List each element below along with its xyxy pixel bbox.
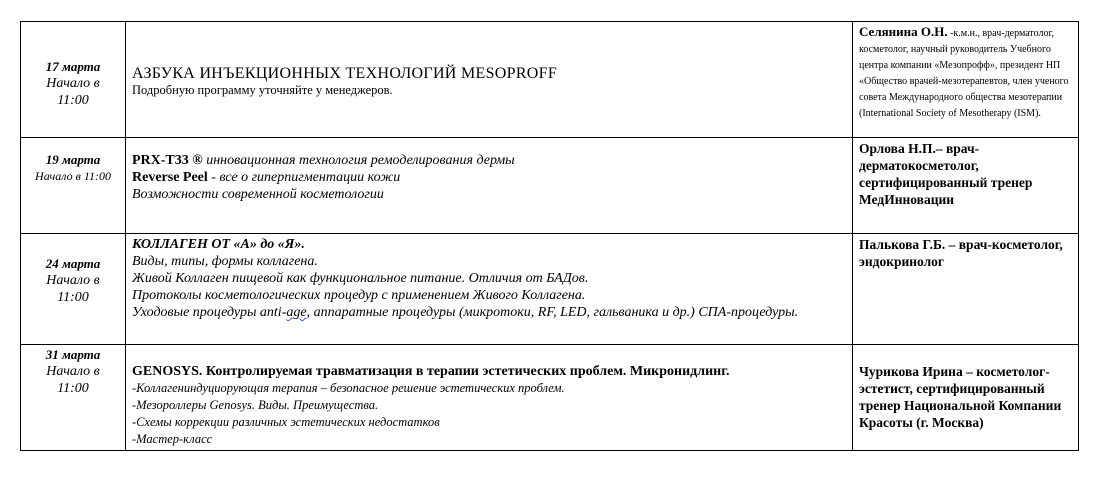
program-line (132, 169, 846, 186)
start-time: 11:00 (57, 290, 89, 305)
speaker-name: Селянина О.Н. (859, 24, 948, 39)
start-label: Начало в 11:00 (35, 169, 111, 183)
speaker-cell (853, 345, 1079, 451)
event-date: 24 марта (45, 256, 101, 271)
table-row (21, 345, 1079, 451)
speaker-name: Орлова Н.П. (859, 141, 936, 156)
program-line: -Мезороллеры Genosys. Виды. Преимущества. (132, 398, 379, 412)
date-cell (21, 345, 126, 451)
program-title: АЗБУКА ИНЪЕКЦИОННЫХ ТЕХНОЛОГИЙ MESOPROFF (132, 65, 558, 82)
event-date: 17 марта (45, 59, 101, 74)
date-cell (21, 22, 126, 138)
speaker-desc: – врач-косметолог, эндокринолог (859, 237, 1063, 269)
program-cell (126, 234, 853, 345)
table-row (21, 22, 1079, 138)
speaker-desc: – врач-дерматокосметолог, сертифицированный тренер МедИнновации (859, 141, 1033, 207)
program-line: Протоколы косметологических процедур с применением Живого Коллагена. (132, 288, 586, 303)
program-line-part: , аппаратные процедуры (микротоки, RF, LED, гальваника и др.) СПА-процедуры. (306, 305, 799, 320)
program-title: КОЛЛАГЕН ОТ «А» до «Я». (132, 237, 305, 252)
event-date: 31 марта (45, 347, 101, 362)
table-row (21, 138, 1079, 234)
program-line-italic: инновационная технология ремоделирования дермы (202, 153, 515, 168)
start-time: 11:00 (57, 93, 89, 108)
program-line: -Коллагениндуциорующая терапия – безопасное решение эстетических проблем. (132, 381, 565, 395)
speaker-cell (853, 138, 1079, 234)
date-cell (21, 138, 126, 234)
program-line: Виды, типы, формы коллагена. (132, 254, 318, 269)
speaker-cell (853, 22, 1079, 138)
start-label: Начало в (46, 364, 100, 379)
program-line-part: Уходовые процедуры anti- (132, 305, 287, 320)
start-label: Начало в (46, 273, 100, 288)
spellcheck-word: age (286, 305, 307, 320)
speaker-name: Палькова Г.Б. (859, 237, 946, 252)
program-cell (126, 138, 853, 234)
speaker-desc: – косметолог-эстетист, сертифицированный тренер Национальной Компании Красоты (г. Москва) (859, 364, 1062, 430)
table-row (21, 234, 1079, 345)
program-cell (126, 22, 853, 138)
program-subtitle: Подробную программу уточняйте у менеджеров. (132, 83, 393, 97)
program-line: -Мастер-класс (132, 432, 213, 446)
program-title: GENOSYS. Контролируемая травматизация в терапии эстетических проблем. Микронидлинг. (132, 364, 730, 379)
program-line: -Схемы коррекции различных эстетических недостатков (132, 415, 440, 429)
event-date: 19 марта (45, 152, 101, 167)
start-label: Начало в (46, 76, 100, 91)
program-line-italic: - все о гиперпигментации кожи (207, 170, 401, 185)
schedule-table (20, 21, 1079, 451)
speaker-name: Чурикова Ирина (859, 364, 963, 379)
program-line: Живой Коллаген пищевой как функциональное питание. Отличия от БАДов. (132, 271, 589, 286)
program-cell (126, 345, 853, 451)
speaker-cell (853, 234, 1079, 345)
program-line (132, 152, 846, 169)
program-line: Возможности современной косметологии (132, 187, 384, 202)
program-line-bold: PRX-T33 ® (132, 153, 203, 168)
program-line (132, 304, 846, 321)
date-cell (21, 234, 126, 345)
program-line-bold: Reverse Peel (132, 170, 208, 185)
speaker-desc: -к.м.н., врач-дерматолог, косметолог, научный руководитель Учебного центра компании «Мезопрофф», президент НП «Общество врачей-мезотерапевтов, член ученого совета Международного общества мезотерапии (International Society of Mesotherapy (ISM). (859, 28, 1069, 119)
start-time: 11:00 (57, 381, 89, 396)
